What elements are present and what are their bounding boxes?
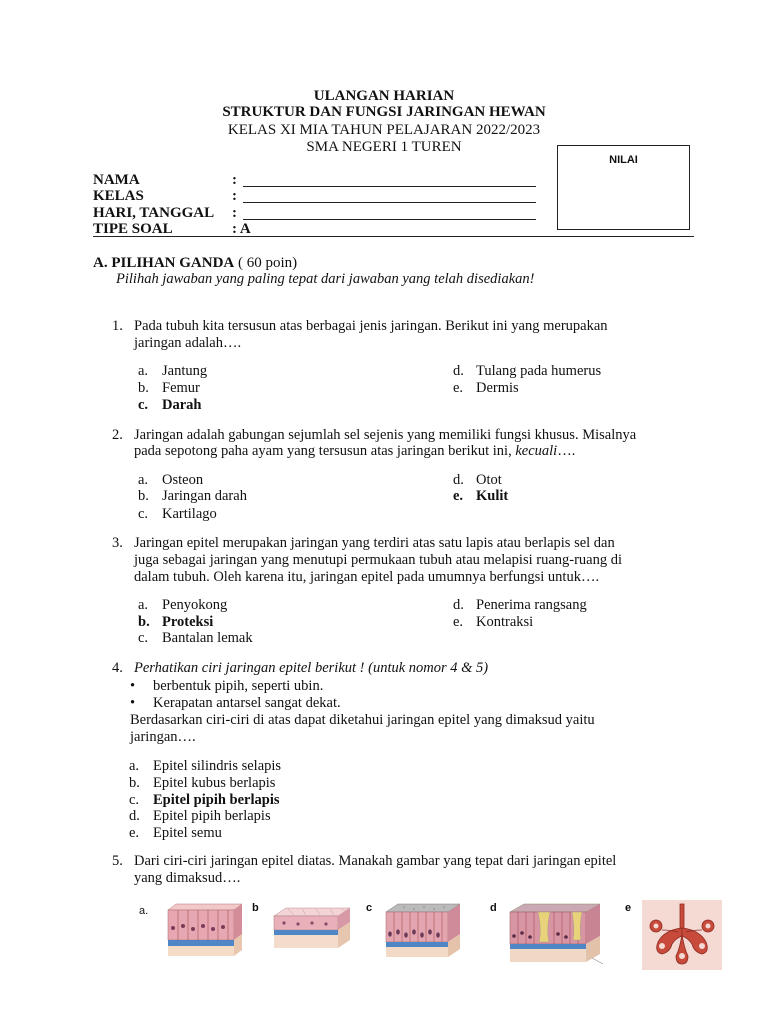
q1-opt-d-letter: d. xyxy=(453,363,464,379)
header-divider xyxy=(93,236,694,237)
q1-line-1: Pada tubuh kita tersusun atas berbagai jenis jaringan. Berikut ini yang merupakan xyxy=(134,318,608,334)
class-field[interactable] xyxy=(243,202,536,203)
score-box xyxy=(557,145,690,230)
q4-opt-d-letter: d. xyxy=(129,808,140,824)
name-field[interactable] xyxy=(243,186,536,187)
q3-line-2: juga sebagai jaringan yang menutupi permukaan tubuh atau melapisi ruang-ruang di xyxy=(134,552,623,568)
q2-opt-a-letter: a. xyxy=(138,472,149,488)
q1-opt-e[interactable]: Dermis xyxy=(476,380,519,396)
q1-opt-d[interactable]: Tulang pada humerus xyxy=(476,363,602,379)
q4-number: 4. xyxy=(112,660,123,676)
q5-image-b[interactable] xyxy=(272,906,352,952)
q1-opt-a[interactable]: Jantung xyxy=(162,363,208,379)
q2-opt-e[interactable]: Kulit xyxy=(476,488,509,504)
q3-opt-c-letter: c. xyxy=(138,630,149,646)
q2-opt-b-letter: b. xyxy=(138,488,149,504)
q5-label-c: c xyxy=(366,902,373,914)
q4-bullet-2: Kerapatan antarsel sangat dekat. xyxy=(153,695,341,711)
q4-opt-b[interactable]: Epitel kubus berlapis xyxy=(153,775,276,791)
type-label: TIPE SOAL xyxy=(93,221,173,237)
q3-line-3: dalam tubuh. Oleh karena itu, jaringan epitel pada umumnya berfungsi untuk…. xyxy=(134,569,600,585)
q2-opt-b[interactable]: Jaringan darah xyxy=(162,488,247,504)
q4-opt-a-letter: a. xyxy=(129,758,140,774)
q4-bullet-2-dot: • xyxy=(130,695,136,711)
q2-opt-c-letter: c. xyxy=(138,506,149,522)
q5-label-d: d xyxy=(490,902,497,914)
q3-number: 3. xyxy=(112,535,123,551)
q2-line-1: Jaringan adalah gabungan sejumlah sel sejenis yang memiliki fungsi khusus. Misalnya xyxy=(134,427,637,443)
q2-line-2 xyxy=(134,443,575,460)
q4-opt-d[interactable]: Epitel pipih berlapis xyxy=(153,808,271,824)
q2-line-2-text: pada sepotong paha ayam yang tersusun atas jaringan berikut ini, xyxy=(134,443,512,459)
q5-image-a[interactable] xyxy=(164,902,244,960)
q4-line-3: jaringan…. xyxy=(130,729,196,745)
q5-image-d[interactable] xyxy=(508,902,604,966)
q4-opt-c-letter: c. xyxy=(129,792,140,808)
q3-opt-a-letter: a. xyxy=(138,597,149,613)
q4-opt-b-letter: b. xyxy=(129,775,140,791)
q3-opt-d-letter: d. xyxy=(453,597,464,613)
q5-label-b: b xyxy=(252,902,259,914)
q3-opt-e[interactable]: Kontraksi xyxy=(476,614,534,630)
class-colon: : xyxy=(232,188,237,204)
q1-line-2: jaringan adalah…. xyxy=(134,335,242,351)
q4-opt-c[interactable]: Epitel pipih berlapis xyxy=(153,792,280,808)
section-instruction: Pilihah jawaban yang paling tepat dari jawaban yang telah disediakan! xyxy=(116,271,535,287)
name-label: NAMA xyxy=(93,172,140,188)
q3-line-1: Jaringan epitel merupakan jaringan yang terdiri atas satu lapis atau berlapis sel dan xyxy=(134,535,615,551)
q1-opt-a-letter: a. xyxy=(138,363,149,379)
section-heading xyxy=(93,255,297,272)
q5-line-1: Dari ciri-ciri jaringan epitel diatas. Manakah gambar yang tepat dari jaringan epitel xyxy=(134,853,617,869)
q1-opt-e-letter: e. xyxy=(453,380,464,396)
q4-line-2: Berdasarkan ciri-ciri di atas dapat diketahui jaringan epitel yang dimaksud yaitu xyxy=(130,712,595,728)
q5-line-2: yang dimaksud…. xyxy=(134,870,241,886)
date-colon: : xyxy=(232,205,237,221)
section-points: ( 60 poin) xyxy=(238,255,298,271)
q5-label-e: e xyxy=(625,902,632,914)
q4-opt-e[interactable]: Epitel semu xyxy=(153,825,222,841)
q3-opt-a[interactable]: Penyokong xyxy=(162,597,228,613)
q1-number: 1. xyxy=(112,318,123,334)
title-line-1: ULANGAN HARIAN xyxy=(313,88,455,104)
q4-bullet-1-dot: • xyxy=(130,678,136,694)
q2-line-2-end: …. xyxy=(557,443,576,459)
q2-opt-d[interactable]: Otot xyxy=(476,472,502,488)
q3-opt-d[interactable]: Penerima rangsang xyxy=(476,597,587,613)
q4-opt-a[interactable]: Epitel silindris selapis xyxy=(153,758,282,774)
q4-line-1: Perhatikan ciri jaringan epitel berikut ! (untuk nomor 4 & 5) xyxy=(134,660,489,676)
q5-label-a: a. xyxy=(139,905,149,917)
q2-number: 2. xyxy=(112,427,123,443)
q2-line-2-italic: kecuali xyxy=(515,443,558,459)
q5-image-e[interactable] xyxy=(642,900,722,970)
title-line-2: STRUKTUR DAN FUNGSI JARINGAN HEWAN xyxy=(222,104,546,120)
class-label: KELAS xyxy=(93,188,144,204)
q2-opt-d-letter: d. xyxy=(453,472,464,488)
q4-bullet-1: berbentuk pipih, seperti ubin. xyxy=(153,678,324,694)
q3-opt-c[interactable]: Bantalan lemak xyxy=(162,630,253,646)
q3-opt-e-letter: e. xyxy=(453,614,464,630)
q5-image-c[interactable] xyxy=(384,902,464,960)
q4-opt-e-letter: e. xyxy=(129,825,140,841)
q2-opt-e-letter: e. xyxy=(453,488,464,504)
q2-opt-c[interactable]: Kartilago xyxy=(162,506,217,522)
q1-opt-c[interactable]: Darah xyxy=(162,397,202,413)
q2-opt-a[interactable]: Osteon xyxy=(162,472,204,488)
score-label: NILAI xyxy=(609,154,638,166)
section-title: A. PILIHAN GANDA xyxy=(93,255,235,271)
q1-opt-b[interactable]: Femur xyxy=(162,380,200,396)
q1-opt-c-letter: c. xyxy=(138,397,149,413)
date-label: HARI, TANGGAL xyxy=(93,205,215,221)
q3-opt-b[interactable]: Proteksi xyxy=(162,614,214,630)
name-colon: : xyxy=(232,172,237,188)
q1-opt-b-letter: b. xyxy=(138,380,149,396)
q5-number: 5. xyxy=(112,853,123,869)
q3-opt-b-letter: b. xyxy=(138,614,150,630)
date-field[interactable] xyxy=(243,219,536,220)
type-value: : A xyxy=(232,221,251,237)
title-line-3: KELAS XI MIA TAHUN PELAJARAN 2022/2023 xyxy=(227,122,541,138)
title-line-4: SMA NEGERI 1 TUREN xyxy=(306,139,462,155)
